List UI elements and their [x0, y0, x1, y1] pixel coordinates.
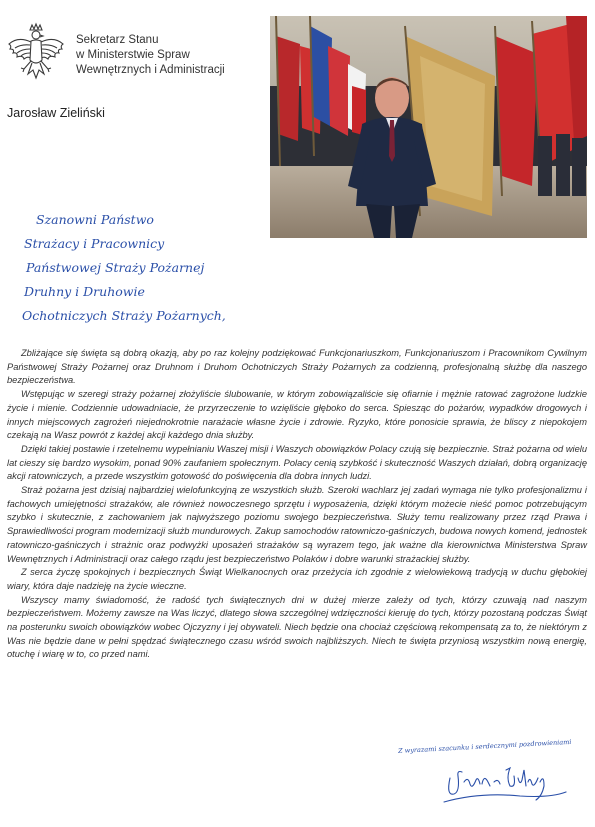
letter-body: [7, 347, 587, 662]
polish-eagle-emblem-icon: [6, 22, 66, 90]
issuer-title-line: Sekretarz Stanu: [76, 34, 159, 46]
letter-paragraph: Straż pożarna jest dzisiaj najbardziej wielofunkcyjną ze wszystkich służb. Szeroki wachlarz jej zadań wymaga nie tylko profesjonalizmu i fachowych umiejętności strażaków, ale również nowoczesnego sprzętu i wyposażenia, dzięki którym możecie nieść pomoc potrzebującym szybko i skutecznie, z zachowaniem jak najwyższego poziomu swojego bezpieczeństwa. Służy temu realizowany przez rząd Prawa i Sprawiedliwości program modernizacji służb mundurowych. Zakup samochodów ratowniczo-gaśniczych, budowa nowych komend, jednostek ratowniczo-gaśniczych i strażnic oraz podwyżki uposażeń strażaków są wyrazem tego, jak ważne dla kierownictwa Ministerstwa Spraw Wewnętrznych i Administracji oraz całego rządu jest bezpieczeństwo Polaków i dobre warunki strażackiej służby.: [7, 485, 587, 564]
closing-salutation: Z wyrazami szacunku i serdecznymi pozdrowieniami: [397, 737, 572, 755]
greeting-line: Druhny i Druhowie: [24, 284, 145, 299]
handwritten-greeting: [24, 208, 274, 328]
letter-paragraph: Zbliżające się święta są dobrą okazją, aby po raz kolejny podziękować Funkcjonariuszkom, Funkcjonariuszom i Pracownikom Cywilnym Państwowej Straży Pożarnej oraz Druhnom i Druhom Ochotniczych Straży Pożarnych za codzienną, profesjonalną służbę dla naszego bezpieczeństwa.: [7, 348, 587, 386]
letter-paragraph: Z serca życzę spokojnych i bezpiecznych Świąt Wielkanocnych oraz przeżycia ich zgodnie z wielowiekową tradycją w duchu głębokiej wiary, która daje nadzieję na życie wieczne.: [7, 567, 587, 591]
greeting-line: Państwowej Straży Pożarnej: [26, 260, 205, 275]
issuer-block: [76, 33, 225, 78]
letter-paragraph: Wstępując w szeregi straży pożarnej złożyliście ślubowanie, w którym zobowiązaliście się ofiarnie i mężnie ratować zagrożone ludzkie życie i mienie. Codziennie udowadniacie, że przyrzeczenie to wzięliście głęboko do serca. Spiesząc do pożarów, wypadków drogowych i innych miejscowych zagrożeń niejednokrotnie narażacie własne życie i zdrowie. Ryzyko, które ponosicie sprawia, że bliscy z niepokojem czekają na Wasz powrót z każdej akcji każdego dnia służby.: [7, 389, 587, 441]
greeting-line: Ochotniczych Straży Pożarnych,: [22, 308, 226, 323]
photo-official-with-banners: [270, 16, 587, 238]
greeting-line: Szanowni Państwo: [36, 212, 154, 227]
issuer-ministry-line: Wewnętrznych i Administracji: [76, 64, 225, 76]
letter-paragraph: Dzięki takiej postawie i rzetelnemu wypełnianiu Waszej misji i Waszych obowiązków Polacy czują się bezpiecznie. Straż pożarna od wielu lat cieszy się bardzo wysokim, ponad 90% zaufaniem społecznym. Polacy cenią szybkość i skuteczność Waszych działań, dobrą organizację akcji ratowniczych, a przede wszystkim gotowość do poświęcenia dla dobra innych ludzi.: [7, 443, 587, 482]
issuer-ministry-line: w Ministerstwie Spraw: [76, 49, 190, 61]
author-name: Jarosław Zieliński: [7, 106, 105, 120]
letter-paragraph: Wszyscy mamy świadomość, że radość tych świątecznych dni w dużej mierze zależy od tych, którzy czuwają nad naszym bezpieczeństwem. Możemy zawsze na Was liczyć, dlatego słowa szczególnej wdzięczności kieruję do tych, którzy pozostaną podczas Świąt na posterunku swoich obowiązków wobec Ojczyzny i jej obywateli. Niech będzie ona chociaż częściową rekompensatą za to, że niektórym z Was nie będzie dane w pełni spędzać świątecznego czasu wśród swoich najbliższych. Niech te święta przyniosą wszystkim nową energię, otuchę i wiarę w to, co przed nami.: [7, 594, 587, 660]
greeting-line: Strażacy i Pracownicy: [24, 236, 165, 251]
handwritten-signature: [440, 756, 570, 810]
